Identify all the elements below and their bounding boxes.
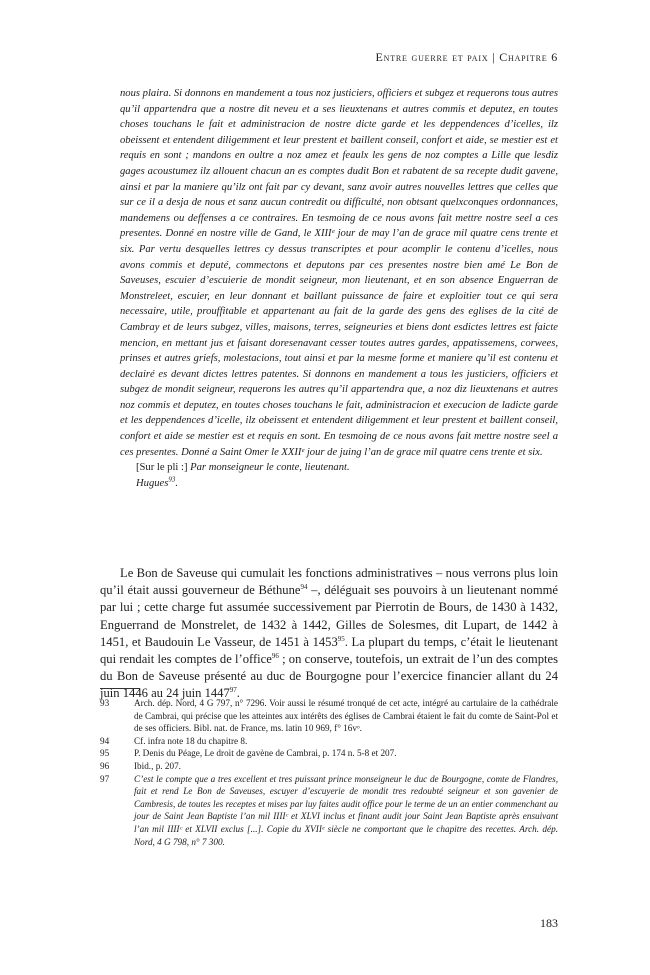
page-number: 183 [540,916,558,930]
body-text-part: . [236,686,240,701]
signature-line: Hugues$^{93}$. [136,475,179,489]
body-text-part: ; on conserve, toutefois, un extrait de l’un des comptes du Bon de Saveuse présenté au duc de Bourgogne pour l’exercice financier allant du 24 juin 1446 au 24 juin 1447 [100,652,558,701]
fold-text: Par monseigneur le conte, lieutenant. [190,462,350,474]
footnote-text: P. Denis du Péage, Le droit de gavène de Cambrai, p. 174 n. 5-8 et 207. [134,748,397,759]
body-text-part: –, déléguait ses pouvoirs à un lieutenant nommé par lui ; cette charge fut assumée successivement par Pierrotin de Bours, de 1430 à 1432, Enguerrand de Monstrelet, de 1432 à 1442, Gilles de Solesmes, dit Lupart, de 1442 à 1451, et Baudouin Le Vasseur, de 1451 à 1453 [100,583,558,649]
footnote [100,697,558,735]
footnotes [100,697,558,848]
footnote-number: 93 [100,698,110,708]
footnote-text: C’est le compte que a tres excellent et tres puissant prince monseigneur le duc de Bourgogne, comte de Flandres, fait et rend Le Bon de Saveuses, escuyer d’escuyerie de mondit tres redoubté seigneur et son gavenier de Cambresis, de toutes les receptes et mises par luy faites audit office pour le terme de un an entier commenchant au jour de Saint Jean Baptiste l’an mil IIIIᶜ et XLVI inclus et finant audit jour Saint Jean Baptiste après ensuivant l’an mil IIIIᶜ et XLVII exclus [...]. Copie du XVIIᵉ siècle ne comportant que le chapitre des recettes. Arch. dép. Nord, 4 G 798, n° 7 300. [134,773,558,847]
body-text-part: Le Bon de Saveuse qui cumulait les fonctions administratives – nous verrons plus loin qu’il était aussi gouverneur de Béthune [100,566,558,598]
fold-annotation [120,460,558,476]
footnote-ref-93: 93 [168,475,176,484]
quote-paragraph: nous plaira. Si donnons en mandement a tous noz justiciers, officiers et subgez et requerons tous autres qu’il appartendra que a nostre dit neveu et a ses lieuxtenans et autres commis et deputez, en toutes choses touchans le fait et administracion de nostre dicte garde et les deppendences d’icelles, ilz obeissent et entendent diligemment et leur prestent et baillent conseil, confort et aide, se mestier est et requis en sont ; mandons en oultre a noz amez et feaulx les gens de noz comptes a Lille que lesdiz gages acoustumez ilz allouent chacun an es comptes dudit Bon et rabatent de sa recepte dudit gavene, ainsi et par la maniere qu’ilz ont fait par cy devant, sanz avoir autres nouvelles lettres que celles que sur ce il a desja de nous et sanz aucun contredit ou difficulté, non obtsant quelxconques ordonnances, mandemens ou deffenses a ce contraires. En tesmoing de ce nous avons fait mettre nostre seel a ces presentes. Donné en nostre ville de Gand, le XIIIᵉ jour de may l’an de grace mil quatre cens trente et six. Par vertu desquelles lettres cy dessus transcriptes et pour acomplir le contenu d’icelles, nous avons commis et deputé, commectons et deputons par ces presentes nostre bien amé Le Bon de Saveuses, escuier d’escuierie de mondit seigneur, mon lieutenant, et en son absence Enguerran de Monstreleet, escuier, en leur donnant et baillant puissance de faire et exploitier tout ce qui sera necessaire, utile, prouffitable et appartenant au fait de la garde des gens des eglises de la cité de Cambray et de leurs subgez, villes, maisons, terres, seigneuries et biens dont esdictes lettres est faicte mencion, en mettant jus et faisant doresenavant cesser toutes autres gardes, appatissemens, corwees, prinses et autres griefs, molestacions, tout ainsi et par la mesme forme et maniere qu’il est contenu et declairé es devant dictes lettres patentes. Si donnons en mandement a tous les justiciers, officiers et subgez de mondit seigneur, requerons les autres qu’il appartendra que, a noz diz lieuxtenans et autres noz commis et deputez, en toutes choses touchans le fait, administracion et execucion de ladicte garde et les deppendences d’icelle, ilz obeissent et entendent diligemment et leur prestent et baillent conseil, confort et aide se mestier est et requis en sont. En tesmoing de ce nous avons fait mettre nostre seel a ces presentes. Donné a Saint Omer le XXIIᵉ jour de juing l’an de grace mil quatre cens trente et six. [120,88,558,458]
footnote-ref-95: 95 [337,634,345,643]
footnote-ref-97: 97 [229,686,237,695]
footnote-text: Ibid., p. 207. [134,760,181,771]
fold-label: [Sur le pli :] [136,462,188,474]
footnote [100,747,558,760]
footnote-ref-96: 96 [271,651,279,660]
footnote [100,735,558,748]
footnote-text: Cf. infra note 18 du chapitre 8. [134,735,248,746]
footnote-ref-94: 94 [300,583,308,592]
footnote [100,760,558,773]
running-head: Entre guerre et paix | Chapitre 6 [375,50,558,64]
footnote [100,773,558,849]
footnote-divider [100,688,140,689]
signature: Hugues [136,477,169,489]
footnote-number: 94 [100,735,110,746]
footnote-number: 96 [100,760,110,771]
footnote-number: 97 [100,773,110,784]
body-paragraph [100,565,558,703]
main-text [100,565,558,703]
footnote-number: 95 [100,748,110,759]
footnote-text: Arch. dép. Nord, 4 G 797, n° 7296. Voir aussi le résumé tronqué de cet acte, intégré au cartulaire de la cathédrale de Cambrai, qui précise que les atteintes aux intérêts des églises de Cambrai étaient le fait du comte de Saint-Pol et de ses officiers. Bibl. nat. de France, ms. latin 10 969, f° 16vᵒ. [134,698,558,734]
body-text-part: . La plupart du temps, c’était le lieutenant qui rendait les comptes de l’office [100,634,558,667]
quoted-document [120,86,558,491]
